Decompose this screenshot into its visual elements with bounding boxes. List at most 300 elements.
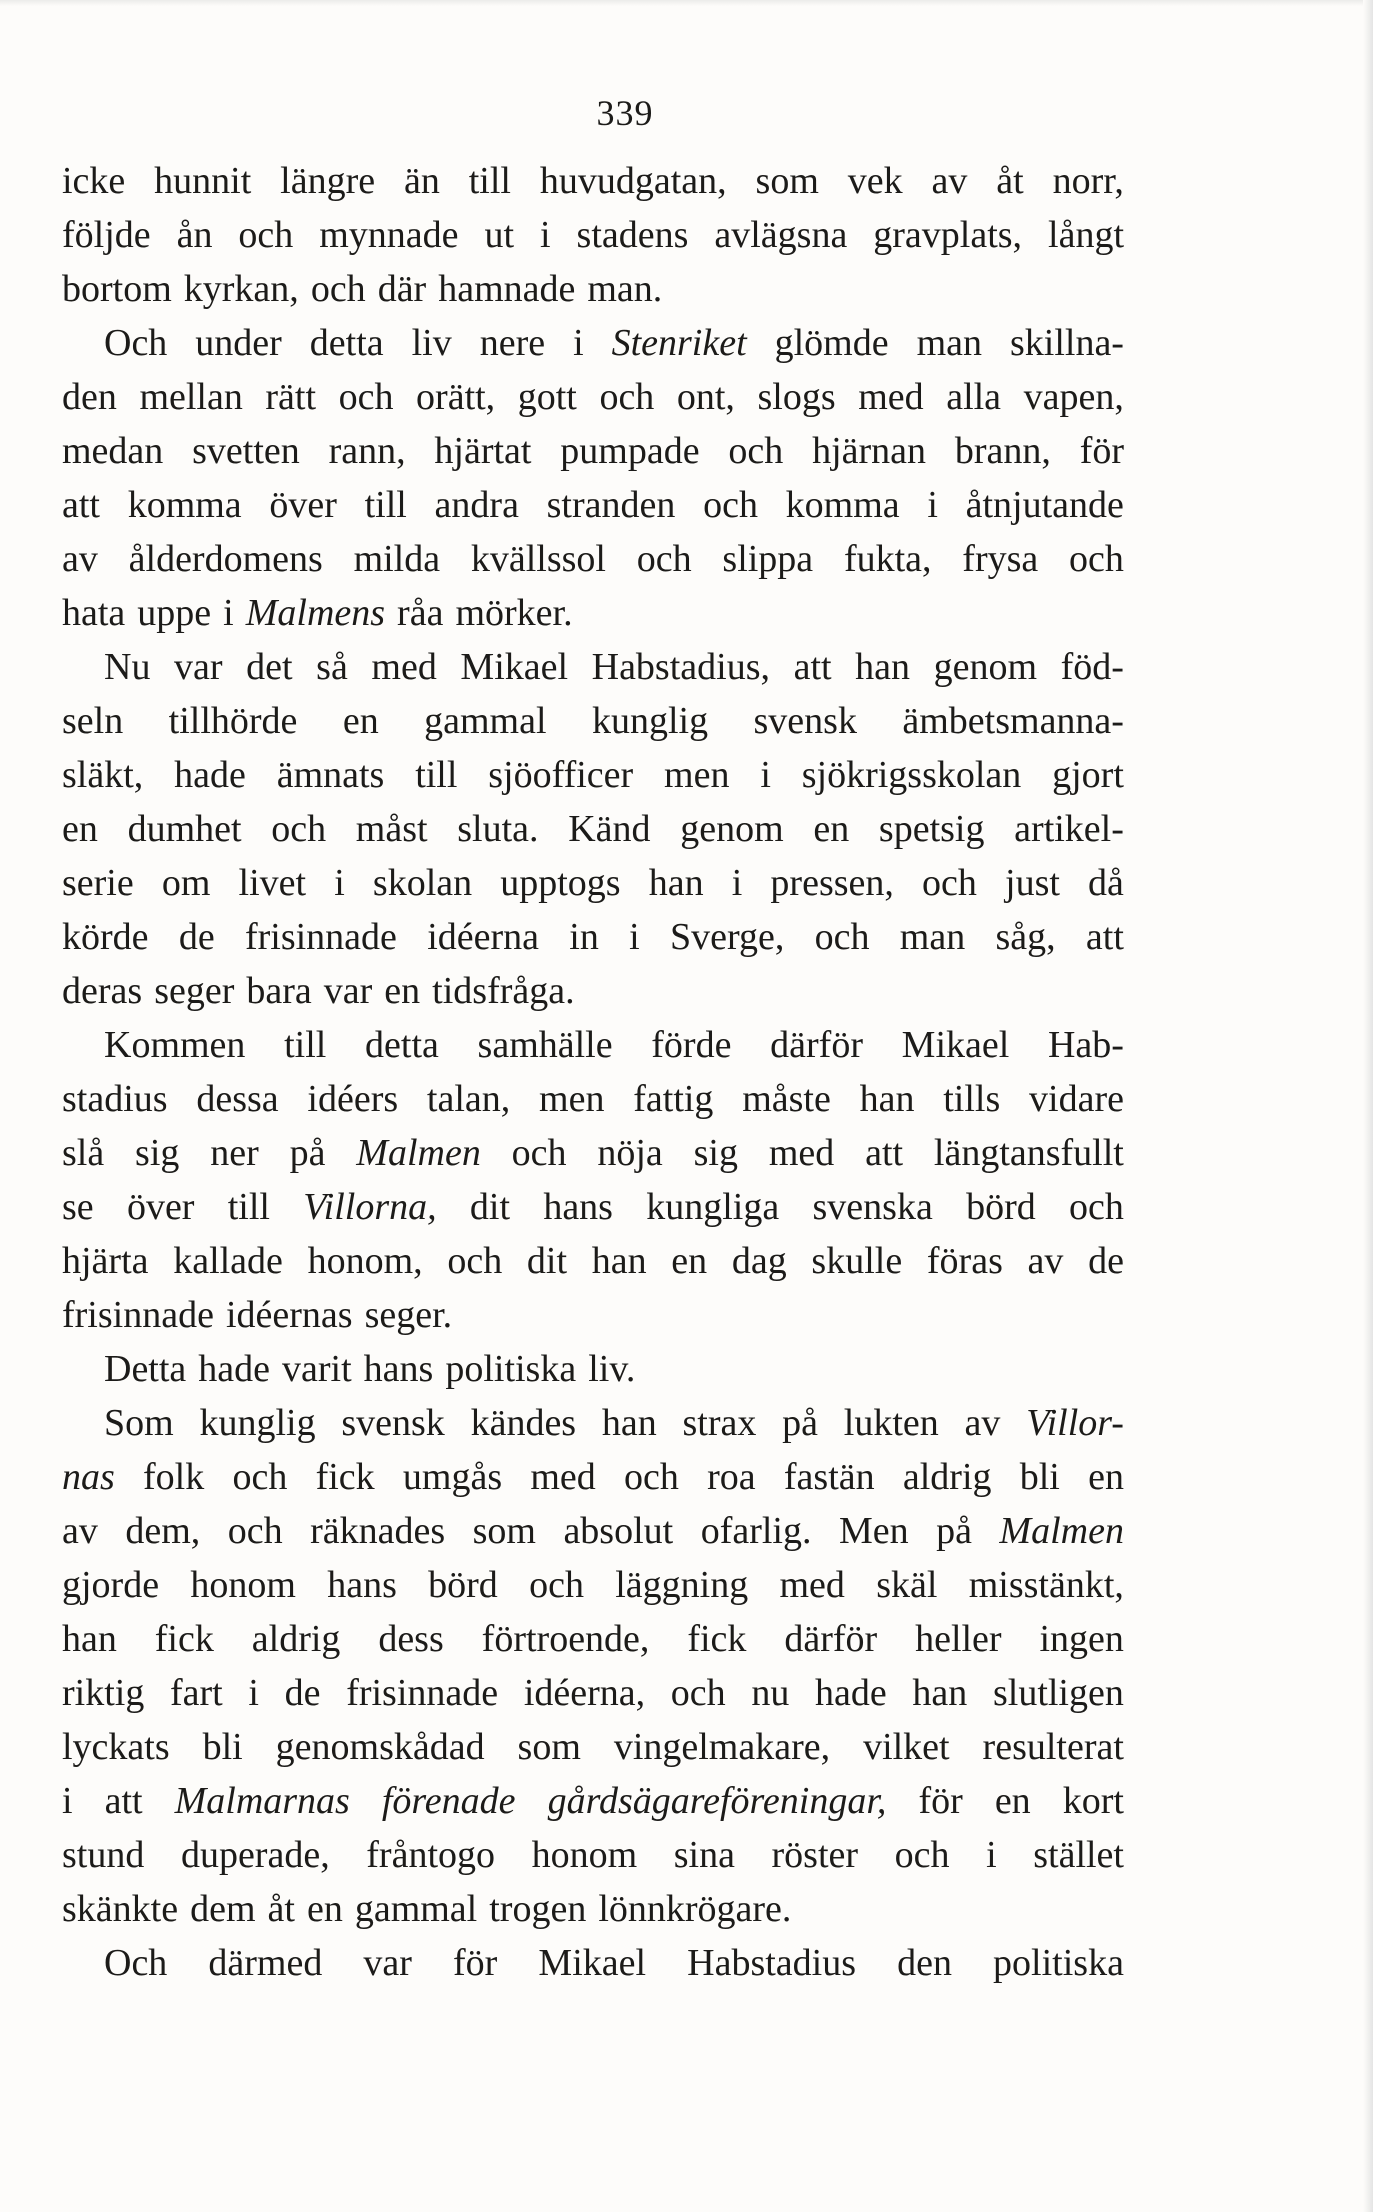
word: hade — [198, 1348, 271, 1390]
word: den — [62, 376, 117, 418]
page-right-edge — [1363, 0, 1373, 2212]
word: ut — [484, 214, 515, 256]
word: vingelmakare, — [613, 1726, 831, 1768]
word: förde — [651, 1024, 732, 1066]
word: liv. — [588, 1348, 636, 1390]
word: gott — [517, 376, 577, 418]
word: Hab- — [1047, 1024, 1124, 1066]
word: med — [530, 1456, 596, 1498]
text-line — [62, 1288, 1124, 1342]
word: artikel- — [1014, 808, 1124, 850]
word: till — [364, 484, 407, 526]
word: bli — [202, 1726, 243, 1768]
word: gammal — [354, 1888, 478, 1930]
word: Mikael — [460, 646, 569, 688]
word: frisinnade — [244, 916, 397, 958]
text-line — [62, 802, 1124, 856]
text-line — [62, 1828, 1124, 1882]
word: gjorde — [62, 1564, 160, 1606]
word: om — [161, 862, 211, 904]
word: av — [62, 538, 98, 580]
word: hamnade — [438, 268, 576, 310]
word: av — [1027, 1240, 1064, 1282]
word: idéerna — [427, 916, 540, 958]
italic-word: förenade — [381, 1780, 516, 1822]
text-line — [62, 1666, 1124, 1720]
italic-word: Malmens — [245, 592, 386, 634]
word: sjökrigsskolan — [801, 754, 1022, 796]
word: aldrig — [251, 1618, 341, 1660]
word: i — [334, 862, 345, 904]
word: vilket — [863, 1726, 950, 1768]
italic-word: gårdsägareföreningar, — [547, 1780, 887, 1822]
word: dit — [469, 1186, 511, 1228]
word: till — [415, 754, 458, 796]
word: upptogs — [500, 862, 621, 904]
word: och — [238, 214, 294, 256]
word: fastän — [783, 1456, 875, 1498]
word: att — [793, 646, 832, 688]
word: hans — [363, 1348, 434, 1390]
word: seger. — [364, 1294, 453, 1336]
word: glömde — [774, 322, 889, 364]
word: att — [1085, 916, 1124, 958]
word: stund — [62, 1834, 145, 1876]
word: måst — [355, 808, 428, 850]
text-line — [62, 910, 1124, 964]
word: och — [599, 376, 655, 418]
word: i — [573, 322, 584, 364]
word: de — [284, 1672, 321, 1714]
word: i — [927, 484, 938, 526]
word: och — [814, 916, 870, 958]
text-line — [62, 1882, 1124, 1936]
word: och — [1069, 1186, 1124, 1228]
word: kvällssol — [470, 538, 606, 580]
word: en — [306, 1888, 343, 1930]
word: en — [1088, 1456, 1124, 1498]
word: därför — [784, 1618, 878, 1660]
italic-word: Malmarnas — [174, 1780, 350, 1822]
word: umgås — [402, 1456, 503, 1498]
word: lönnkrögare. — [598, 1888, 792, 1930]
word: på — [936, 1510, 972, 1552]
text-line — [62, 1018, 1124, 1072]
word: på — [782, 1402, 819, 1444]
word: genom — [680, 808, 784, 850]
word: komma — [785, 484, 900, 526]
word: tills — [943, 1078, 1001, 1120]
word: de — [1088, 1240, 1124, 1282]
text-line — [62, 1342, 1124, 1396]
word: så — [316, 646, 348, 688]
body-text — [62, 154, 1124, 1990]
word: tidsfråga. — [432, 970, 575, 1012]
word: riktig — [62, 1672, 145, 1714]
word: politiska — [993, 1942, 1124, 1984]
word: en — [671, 1240, 708, 1282]
word: se — [62, 1186, 94, 1228]
word: i — [62, 1780, 73, 1822]
word: huvudgatan, — [539, 160, 727, 202]
word: ån — [176, 214, 213, 256]
word: ålderdomens — [128, 538, 323, 580]
word: föd- — [1060, 646, 1124, 688]
word: räknades — [310, 1510, 446, 1552]
word: frysa — [962, 538, 1039, 580]
word: serie — [62, 862, 134, 904]
word: sjöofficer — [488, 754, 634, 796]
word: ofarlig. — [700, 1510, 812, 1552]
word: milda — [353, 538, 441, 580]
word: trogen — [489, 1888, 587, 1930]
word: slippa — [722, 538, 814, 580]
word: honom — [190, 1564, 296, 1606]
word: kunglig — [591, 700, 709, 742]
word: nu — [751, 1672, 790, 1714]
word: Habstadius, — [591, 646, 770, 688]
word: en — [994, 1780, 1031, 1822]
word: tillhörde — [168, 700, 298, 742]
text-line — [62, 1234, 1124, 1288]
word: åt — [267, 1888, 295, 1930]
word: honom, — [307, 1240, 423, 1282]
word: förtroende, — [481, 1618, 650, 1660]
word: skulle — [811, 1240, 903, 1282]
word: slogs — [757, 376, 836, 418]
word: sig — [693, 1132, 738, 1174]
word: man. — [587, 268, 663, 310]
word: kändes — [470, 1402, 577, 1444]
text-line — [62, 478, 1124, 532]
italic-word: Stenriket — [611, 322, 747, 364]
word: stället — [1033, 1834, 1124, 1876]
word: genom — [933, 646, 1038, 688]
text-line — [62, 1558, 1124, 1612]
word: åtnjutande — [965, 484, 1124, 526]
word: Habstadius — [687, 1942, 857, 1984]
word: släkt, — [62, 754, 144, 796]
word: dit — [526, 1240, 568, 1282]
word: hjärnan — [812, 430, 927, 472]
word: hjärta — [62, 1240, 149, 1282]
word: en — [342, 700, 379, 742]
word: att — [865, 1132, 904, 1174]
word: icke — [62, 160, 126, 202]
word: fattig — [633, 1078, 714, 1120]
word: och — [227, 1510, 283, 1552]
word: som — [472, 1510, 536, 1552]
word: av — [931, 160, 968, 202]
word: resulterat — [982, 1726, 1124, 1768]
word: måste — [742, 1078, 831, 1120]
word: vidare — [1029, 1078, 1124, 1120]
word: en — [813, 808, 850, 850]
word: vek — [847, 160, 903, 202]
word: i — [986, 1834, 997, 1876]
word: och — [703, 484, 758, 526]
word: i — [248, 1672, 259, 1714]
word: man — [899, 916, 966, 958]
word: absolut — [563, 1510, 674, 1552]
word: orätt, — [416, 376, 496, 418]
word: idéerna, — [523, 1672, 646, 1714]
text-line — [62, 154, 1124, 208]
word: liv — [411, 322, 452, 364]
word: han — [855, 646, 911, 688]
word: skolan — [372, 862, 473, 904]
word: in — [569, 916, 599, 958]
word: och — [310, 268, 366, 310]
word: under — [195, 322, 282, 364]
word: stranden — [546, 484, 676, 526]
word: bortom — [62, 268, 172, 310]
word: svensk — [753, 700, 857, 742]
word: såg, — [995, 916, 1056, 958]
word: andra — [434, 484, 519, 526]
word: hans — [327, 1564, 397, 1606]
word: dess — [378, 1618, 444, 1660]
text-line — [62, 1936, 1124, 1990]
word: Känd — [568, 808, 651, 850]
word: han — [648, 862, 704, 904]
word: kort — [1062, 1780, 1124, 1822]
text-line — [62, 1126, 1124, 1180]
word: duperade, — [180, 1834, 330, 1876]
word: körde — [62, 916, 149, 958]
word: de — [178, 916, 215, 958]
italic-word: Malmen — [356, 1132, 481, 1174]
page-top-edge — [0, 0, 1373, 6]
word: mellan — [139, 376, 243, 418]
word: hunnit — [154, 160, 252, 202]
word: hade — [174, 754, 246, 796]
word: komma — [127, 484, 242, 526]
word: en — [62, 808, 98, 850]
word: han — [601, 1402, 657, 1444]
word: gravplats, — [873, 214, 1023, 256]
word: Detta — [104, 1348, 187, 1390]
word: han — [62, 1618, 117, 1660]
word: och — [271, 808, 327, 850]
word: slutligen — [992, 1672, 1124, 1714]
word: av — [964, 1402, 1001, 1444]
word: långt — [1048, 214, 1124, 256]
word: var — [174, 646, 223, 688]
word: aldrig — [902, 1456, 992, 1498]
text-line — [62, 208, 1124, 262]
word: svensk — [341, 1402, 445, 1444]
word: idéers — [307, 1078, 399, 1120]
text-line — [62, 424, 1124, 478]
word: sina — [673, 1834, 735, 1876]
word: som — [755, 160, 819, 202]
word: han — [859, 1078, 915, 1120]
word: hata — [62, 592, 126, 634]
word: på — [289, 1132, 326, 1174]
word: han — [591, 1240, 647, 1282]
word: sluta. — [457, 808, 539, 850]
text-line — [62, 1504, 1124, 1558]
word: börd — [428, 1564, 498, 1606]
italic-word: Villor- — [1026, 1402, 1124, 1444]
word: till — [468, 160, 511, 202]
word: det — [246, 646, 293, 688]
word: och — [624, 1456, 679, 1498]
word: kungliga — [646, 1186, 780, 1228]
text-line — [62, 964, 1124, 1018]
text-line — [62, 1612, 1124, 1666]
word: politiska — [445, 1348, 577, 1390]
word: men — [664, 754, 730, 796]
word: folk — [143, 1456, 205, 1498]
text-line — [62, 1774, 1124, 1828]
text-line — [62, 1396, 1124, 1450]
word: fick — [154, 1618, 214, 1660]
word: och — [894, 1834, 950, 1876]
word: dessa — [196, 1078, 279, 1120]
word: samhälle — [477, 1024, 613, 1066]
word: spetsig — [878, 808, 985, 850]
word: detta — [309, 322, 384, 364]
word: alla — [946, 376, 1002, 418]
text-line — [62, 856, 1124, 910]
word: seger — [154, 970, 235, 1012]
word: fråntogo — [366, 1834, 496, 1876]
word: med — [768, 1132, 835, 1174]
word: hjärtat — [434, 430, 532, 472]
word: stadens — [576, 214, 689, 256]
text-line — [62, 532, 1124, 586]
word: i — [629, 916, 640, 958]
word: sig — [135, 1132, 180, 1174]
text-line — [62, 316, 1124, 370]
word: dumhet — [127, 808, 242, 850]
word: honom — [531, 1834, 638, 1876]
word: Mikael — [538, 1942, 647, 1984]
word: ämbetsmanna- — [902, 700, 1124, 742]
word: därmed — [208, 1942, 323, 1984]
word: Men — [838, 1510, 909, 1552]
word: avlägsna — [714, 214, 848, 256]
text-line — [62, 586, 1124, 640]
word: då — [1088, 862, 1124, 904]
word: slå — [62, 1132, 105, 1174]
word: nöja — [597, 1132, 663, 1174]
word: där — [377, 268, 427, 310]
word: den — [897, 1942, 952, 1984]
word: till — [284, 1024, 327, 1066]
text-line — [62, 1450, 1124, 1504]
italic-word: Villorna, — [303, 1186, 437, 1228]
text-line — [62, 370, 1124, 424]
page-number: 339 — [596, 93, 654, 133]
word: följde — [62, 214, 151, 256]
word: lyckats — [62, 1726, 170, 1768]
word: Som — [104, 1402, 174, 1444]
word: deras — [62, 970, 143, 1012]
word: livet — [238, 862, 307, 904]
word: i — [731, 862, 743, 904]
word: dag — [731, 1240, 787, 1282]
word: att — [104, 1780, 143, 1822]
word: över — [269, 484, 337, 526]
italic-word: nas — [62, 1456, 115, 1498]
word: och — [511, 1132, 567, 1174]
text-line — [62, 262, 1124, 316]
word: fukta, — [843, 538, 932, 580]
word: svenska — [812, 1186, 933, 1228]
word: att — [62, 484, 100, 526]
text-line — [62, 640, 1124, 694]
word: röster — [771, 1834, 859, 1876]
word: vapen, — [1023, 376, 1124, 418]
word: gjort — [1052, 754, 1124, 796]
word: råa — [397, 592, 444, 634]
word: och — [670, 1672, 726, 1714]
word: ingen — [1039, 1618, 1124, 1660]
word: till — [227, 1186, 270, 1228]
word: bli — [1019, 1456, 1060, 1498]
word: talan, — [426, 1078, 511, 1120]
word: som — [517, 1726, 581, 1768]
text-line — [62, 694, 1124, 748]
word: och — [922, 862, 977, 904]
word: var — [363, 1942, 412, 1984]
word: genomskådad — [275, 1726, 485, 1768]
word: längtansfullt — [933, 1132, 1124, 1174]
word: idéernas — [225, 1294, 353, 1336]
word: Sverge, — [669, 916, 785, 958]
word: mynnade — [319, 214, 459, 256]
word: fick — [687, 1618, 747, 1660]
word: och — [338, 376, 394, 418]
word: rann, — [328, 430, 406, 472]
word: han — [912, 1672, 968, 1714]
word: en — [384, 970, 421, 1012]
word: börd — [966, 1186, 1036, 1228]
word: ner — [210, 1132, 259, 1174]
word: dem, — [125, 1510, 201, 1552]
word: fart — [170, 1672, 223, 1714]
text-line — [62, 1180, 1124, 1234]
word: man — [916, 322, 983, 364]
word: kyrkan, — [183, 268, 299, 310]
word: för — [918, 1780, 963, 1822]
word: varit — [282, 1348, 352, 1390]
word: ämnats — [276, 754, 385, 796]
word: frisinnade — [62, 1294, 214, 1336]
word: Mikael — [901, 1024, 1010, 1066]
word: Och — [104, 322, 168, 364]
text-line — [62, 1072, 1124, 1126]
word: pressen, — [770, 862, 894, 904]
word: stadius — [62, 1078, 168, 1120]
word: norr, — [1052, 160, 1124, 202]
word: svetten — [192, 430, 300, 472]
word: i — [760, 754, 771, 796]
word: seln — [62, 700, 124, 742]
word: läggning — [615, 1564, 749, 1606]
word: heller — [915, 1618, 1002, 1660]
word: detta — [365, 1024, 439, 1066]
word: ont, — [676, 376, 735, 418]
word: men — [539, 1078, 605, 1120]
word: längre — [280, 160, 376, 202]
word: Nu — [104, 646, 151, 688]
word: och — [636, 538, 692, 580]
word: av — [62, 1510, 98, 1552]
